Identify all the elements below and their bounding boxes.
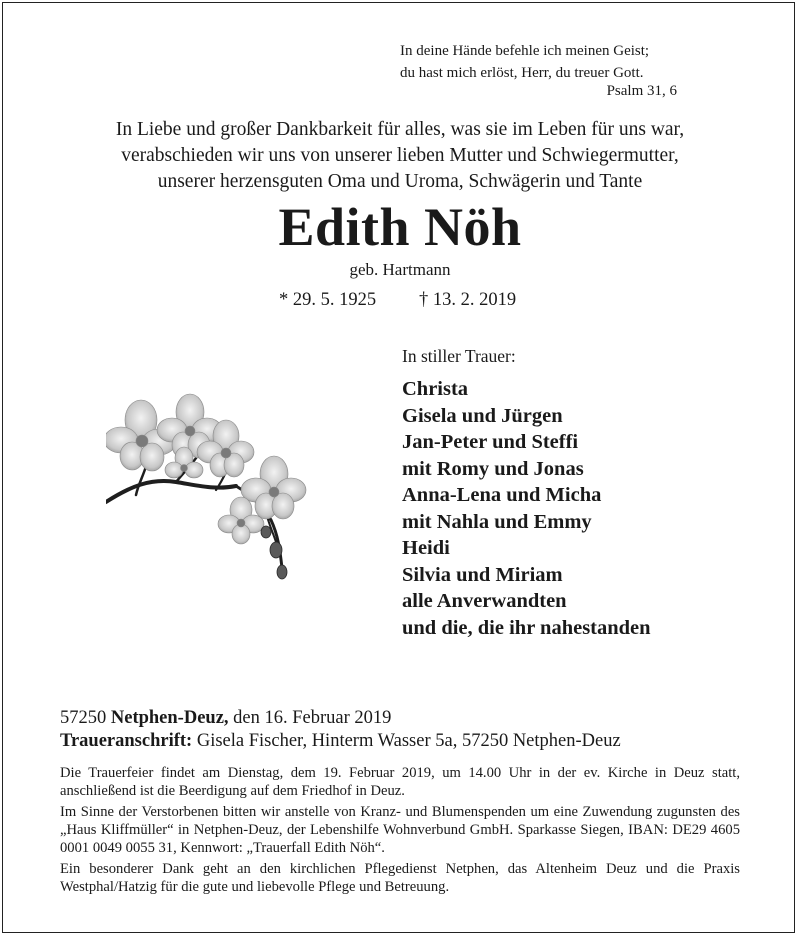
place-name: Netphen-Deuz, — [110, 708, 229, 728]
birth-date: * 29. 5. 1925 — [279, 290, 377, 310]
intro-line-3: unserer herzensguten Oma und Uroma, Schwägerin und Tante — [157, 171, 643, 192]
orchid-branch-icon — [106, 390, 358, 600]
mourner-name: Christa — [402, 378, 469, 400]
intro-line-2: verabschieden wir uns von unserer lieben Mutter und Schwiegermutter, — [121, 145, 679, 166]
thanks-note: Ein besonderer Dank geht an den kirchlichen Pflegedienst Netphen, das Altenheim Deuz und die Praxis Westphal/Hatzig für die gute und liebevolle Pflege und Betreuung. — [60, 861, 740, 895]
place-date-line — [60, 708, 391, 729]
mourning-address-label: Traueranschrift: — [60, 731, 193, 751]
psalm-line-1: In deine Hände befehle ich meinen Geist; — [400, 43, 650, 59]
notes-section — [60, 764, 740, 899]
death-date: † 13. 2. 2019 — [419, 290, 517, 310]
mourner-name: Silvia und Miriam — [402, 563, 563, 586]
mourner-name: alle Anverwandten — [402, 590, 567, 612]
mourner-name: Jan-Peter und Steffi — [402, 431, 579, 453]
mourner-name: Heidi — [402, 537, 450, 559]
mourner-name: Anna-Lena und Micha — [402, 484, 602, 506]
mourning-address-value: Gisela Fischer, Hinterm Wasser 5a, 57250 Netphen-Deuz — [196, 731, 621, 751]
funeral-note: Die Trauerfeier findet am Dienstag, dem 19. Februar 2019, um 14.00 Uhr in der ev. Kirche in Deuz statt, anschließend ist die Beerdigung auf dem Friedhof in Deuz. — [60, 765, 740, 799]
mourner-name: Gisela und Jürgen — [402, 404, 563, 427]
psalm-line-2: du hast mich erlöst, Herr, du treuer Gott. — [400, 65, 644, 81]
intro-text — [0, 117, 800, 195]
mourner-name: und die, die ihr nahestanden — [402, 616, 651, 639]
mourner-name: mit Romy und Jonas — [402, 457, 584, 480]
mourners-label: In stiller Trauer: — [402, 346, 516, 366]
deceased-name: Edith Nöh — [278, 197, 522, 257]
intro-line-1: In Liebe und großer Dankbarkeit für alles, was sie im Leben für uns war, — [115, 119, 685, 140]
mourning-address-line — [60, 731, 621, 752]
psalm-quote — [400, 40, 700, 84]
mourner-name: mit Nahla und Emmy — [402, 510, 592, 533]
birth-name: geb. Hartmann — [349, 260, 451, 279]
mourners-list — [402, 376, 651, 641]
postal-code: 57250 — [60, 708, 107, 728]
psalm-reference: Psalm 31, 6 — [606, 83, 677, 99]
notice-date: den 16. Februar 2019 — [233, 708, 392, 728]
donation-note: Im Sinne der Verstorbenen bitten wir anstelle von Kranz- und Blumenspenden um eine Zuwendung zugunsten des „Haus Kliffmüller“ in Netphen-Deuz, der Lebenshilfe Wohnverbund GmbH. Sparkasse Siegen, IBAN: DE29 4605 0001 0049 0055 31, Kennwort: „Trauerfall Edith Nöh“. — [60, 804, 740, 856]
